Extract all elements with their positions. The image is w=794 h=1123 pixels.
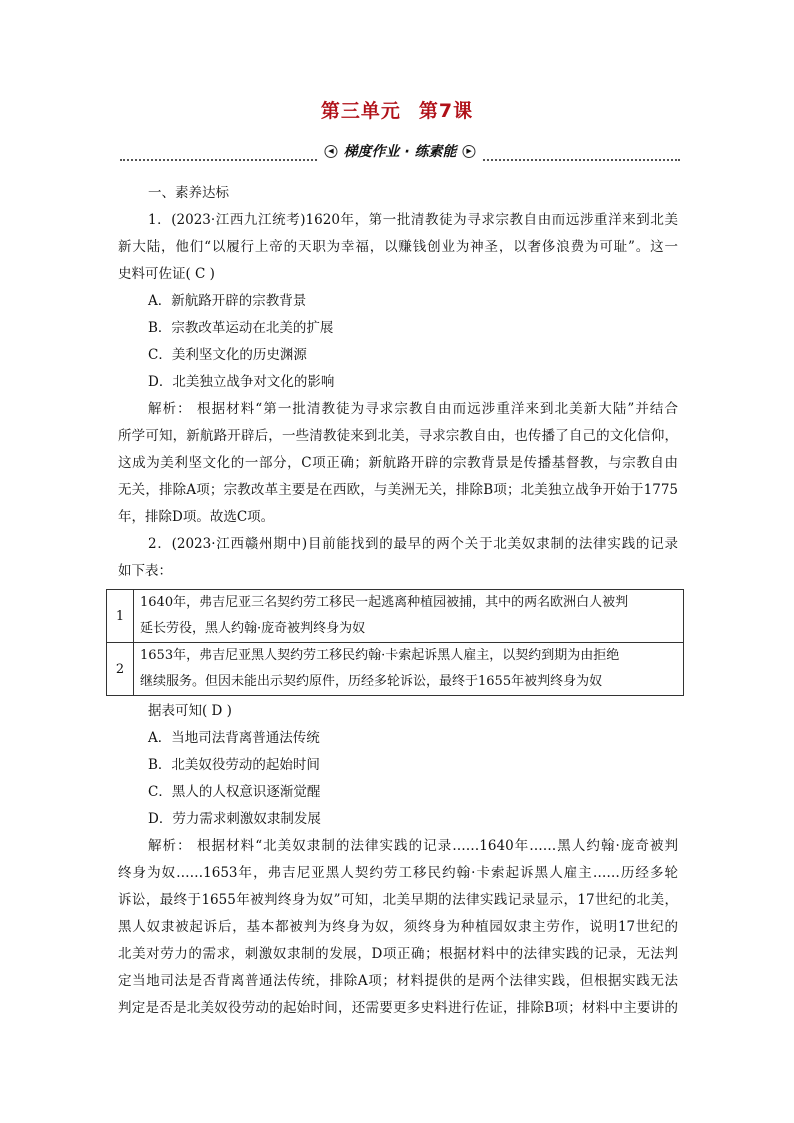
page-title — [0, 96, 794, 123]
q1-analysis-line: 所学可知，新航路开辟后，一些清教徒来到北美，寻求宗教自由，也传播了自己的文化信仰， — [118, 428, 678, 444]
row-number: 1 — [107, 590, 134, 643]
play-left-circle-icon: ◀ — [324, 145, 337, 158]
play-right-circle-icon: ▶ — [463, 145, 476, 158]
q2-stem-line: 如下表： — [118, 563, 172, 579]
q2-option: A．当地司法背离普通法传统 — [148, 730, 320, 746]
section-heading: 一、素养达标 — [148, 185, 229, 201]
banner-label: 梯度作业 · 练素能 — [343, 144, 457, 160]
q1-option: B．宗教改革运动在北美的扩展 — [148, 320, 334, 336]
q2-prompt: 据表可知( D ) — [148, 703, 232, 719]
q2-stem-line: 2．(2023·江西赣州期中)目前能找到的最早的两个关于北美奴隶制的法律实践的记录 — [148, 536, 678, 552]
table-row — [107, 590, 684, 643]
q1-option: A．新航路开辟的宗教背景 — [148, 293, 307, 309]
section-banner — [120, 140, 680, 164]
q1-stem-line: 新大陆，他们“以履行上帝的天职为幸福，以赚钱创业为神圣，以奢侈浪费为可耻”。这一 — [118, 239, 678, 255]
row-number: 2 — [107, 643, 134, 696]
q2-option: D．劳力需求刺激奴隶制发展 — [148, 811, 321, 827]
q2-option: C．黑人的人权意识逐渐觉醒 — [148, 784, 321, 800]
row-text-line: 延长劳役，黑人约翰·庞奇被判终身为奴 — [140, 621, 366, 636]
q1-option: C．美利坚文化的历史渊源 — [148, 347, 307, 363]
source-table — [106, 589, 684, 696]
q2-analysis-line: 北美对劳力的需求，刺激奴隶制的发展，D项正确；根据材料中的法律实践的记录，无法判 — [118, 946, 678, 962]
row-text-line: 继续服务。但因未能出示契约原件，历经多轮诉讼，最终于1655年被判终身为奴 — [140, 674, 603, 689]
q1-analysis-line: 无关，排除A项；宗教改革主要是在西欧，与美洲无关，排除B项；北美独立战争开始于1775 — [118, 482, 678, 498]
row-text-line: 1640年，弗吉尼亚三名契约劳工移民一起逃离种植园被捕，其中的两名欧洲白人被判 — [140, 595, 629, 610]
q2-analysis-line: 诉讼，最终于1655年被判终身为奴”可知，北美早期的法律实践记录显示，17世纪的北美， — [118, 892, 678, 908]
q2-analysis-line: 判定是否是北美奴役劳动的起始时间，还需要更多史料进行佐证，排除B项；材料中主要讲的 — [118, 1000, 678, 1016]
q1-analysis-line: 解析： 根据材料“第一批清教徒为寻求宗教自由而远涉重洋来到北美新大陆”并结合 — [148, 401, 678, 417]
banner-label-wrap — [318, 141, 481, 161]
lesson-title: 第7课 — [418, 100, 474, 122]
q1-analysis-line: 年，排除D项。故选C项。 — [118, 509, 275, 525]
q1-stem-line: 1．(2023·江西九江统考)1620年，第一批清教徒为寻求宗教自由而远涉重洋来到北美 — [148, 212, 678, 228]
q1-stem-line: 史料可佐证( C ) — [118, 266, 215, 282]
q2-analysis-line: 终身为奴……1653年，弗吉尼亚黑人契约劳工移民约翰·卡索起诉黑人雇主……历经多轮 — [118, 865, 678, 881]
unit-title: 第三单元 — [320, 100, 401, 122]
q2-option: B．北美奴役劳动的起始时间 — [148, 757, 320, 773]
worksheet-body — [118, 180, 678, 585]
q1-analysis-line: 这成为美利坚文化的一部分，C项正确；新航路开辟的宗教背景是传播基督教，与宗教自由 — [118, 455, 678, 471]
q2-analysis-line: 黑人奴隶被起诉后，基本都被判为终身为奴，须终身为种植园奴隶主劳作，说明17世纪的 — [118, 919, 678, 935]
row-text — [134, 643, 684, 696]
q2-continuation — [118, 698, 678, 1022]
q2-analysis-line: 定当地司法是否背离普通法传统，排除A项；材料提供的是两个法律实践，但根据实践无法 — [118, 973, 678, 989]
row-text-line: 1653年，弗吉尼亚黑人契约劳工移民约翰·卡索起诉黑人雇主，以契约到期为由拒绝 — [140, 648, 620, 663]
row-text — [134, 590, 684, 643]
table-row — [107, 643, 684, 696]
q2-analysis-line: 解析： 根据材料“北美奴隶制的法律实践的记录……1640年……黑人约翰·庞奇被判 — [148, 838, 678, 854]
q1-option: D．北美独立战争对文化的影响 — [148, 374, 335, 390]
